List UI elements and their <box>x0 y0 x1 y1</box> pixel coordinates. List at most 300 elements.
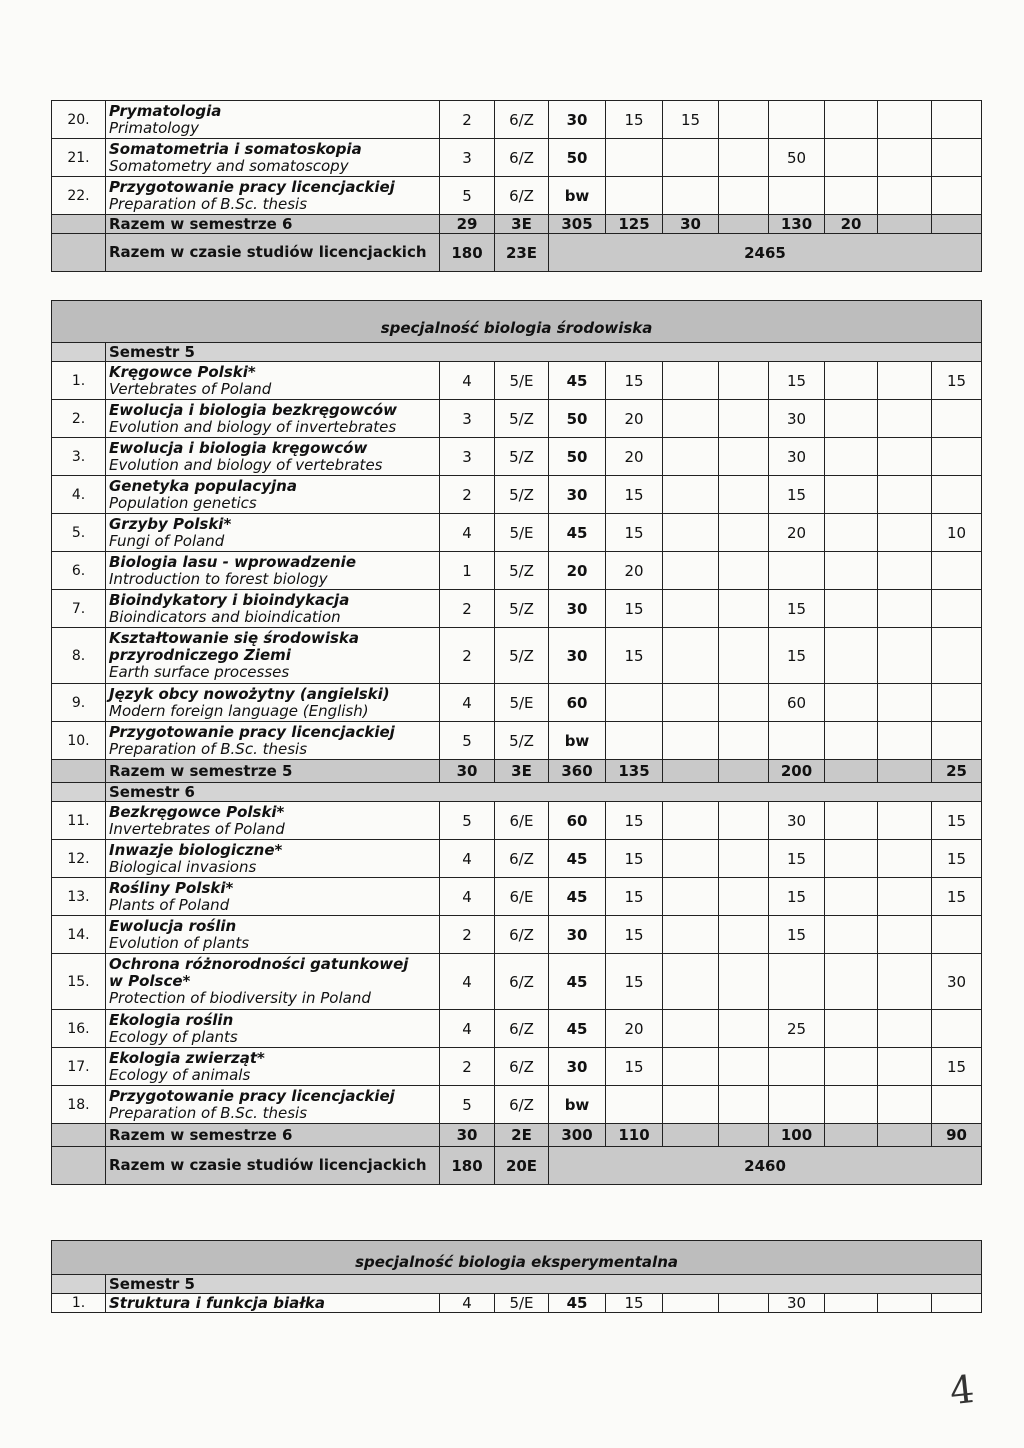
table-row <box>52 954 982 1010</box>
exp-biology-table <box>51 1240 982 1313</box>
course-name-en: Preparation of B.Sc. thesis <box>109 1103 308 1122</box>
course-name-cell <box>106 362 440 400</box>
lecture-sum: 125 <box>606 215 663 234</box>
practical-hours-cell <box>769 954 825 1010</box>
seminar-hours-cell <box>663 802 719 840</box>
course-name-cell <box>106 916 440 954</box>
hours-cell <box>825 1010 878 1048</box>
course-name-pl: Ewolucja i biologia bezkręgowców <box>109 400 397 419</box>
ects-cell: 4 <box>440 362 495 400</box>
practical-hours-cell <box>769 722 825 760</box>
table-row <box>52 476 982 514</box>
hours-cell <box>878 628 932 684</box>
course-name-cell <box>106 878 440 916</box>
field-hours-cell: 10 <box>932 514 982 552</box>
lab-hours-cell <box>719 802 769 840</box>
field-hours-cell: 15 <box>932 878 982 916</box>
course-name-cell <box>106 514 440 552</box>
lab-hours-cell <box>719 514 769 552</box>
lab-hours-cell <box>719 840 769 878</box>
course-name-cell <box>106 840 440 878</box>
table-row <box>52 362 982 400</box>
blank-cell <box>663 760 719 783</box>
row-number: 11. <box>52 802 106 840</box>
practical-hours-cell: 25 <box>769 1010 825 1048</box>
lecture-hours-cell <box>606 139 663 177</box>
course-name-cell <box>106 1294 440 1313</box>
ects-cell: 3 <box>440 438 495 476</box>
row-number: 7. <box>52 590 106 628</box>
hours-sum: 360 <box>549 760 606 783</box>
hours-total-cell: 30 <box>549 476 606 514</box>
semester-exam-cell: 5/Z <box>495 722 549 760</box>
page-number: 4 <box>947 1366 977 1414</box>
hours-total-cell: 50 <box>549 139 606 177</box>
field-hours-cell <box>932 1010 982 1048</box>
field-hours-cell <box>932 177 982 215</box>
ects-cell: 2 <box>440 628 495 684</box>
ects-cell: 2 <box>440 916 495 954</box>
hours-total-cell: 30 <box>549 628 606 684</box>
course-name-en: Preparation of B.Sc. thesis <box>109 194 308 213</box>
hours-cell <box>878 1048 932 1086</box>
seminar-hours-cell <box>663 438 719 476</box>
course-name-pl: Przygotowanie pracy licencjackiej <box>109 177 395 196</box>
semester-exam-cell: 5/E <box>495 1294 549 1313</box>
course-name-en: Ecology of animals <box>109 1065 251 1084</box>
course-name-en: Somatometry and somatoscopy <box>109 156 349 175</box>
blank-cell <box>825 760 878 783</box>
course-name-cell <box>106 476 440 514</box>
seminar-hours-cell: 15 <box>663 101 719 139</box>
total-label: Razem w czasie studiów licencjackich <box>106 1147 440 1185</box>
course-name-en: Earth surface processes <box>109 663 290 681</box>
row-number: 6. <box>52 552 106 590</box>
practical-hours-cell: 30 <box>769 1294 825 1313</box>
lecture-hours-cell: 15 <box>606 878 663 916</box>
course-name-pl: Przygotowanie pracy licencjackiej <box>109 1086 395 1105</box>
blank-cell <box>719 760 769 783</box>
sum-label: Razem w semestrze 5 <box>106 760 440 783</box>
lecture-sum: 135 <box>606 760 663 783</box>
practical-sum: 130 <box>769 215 825 234</box>
row-number: 21. <box>52 139 106 177</box>
table-row <box>52 802 982 840</box>
row-number: 10. <box>52 722 106 760</box>
semester-exam-cell: 6/Z <box>495 1048 549 1086</box>
seminar-hours-cell <box>663 514 719 552</box>
specialization-header-row <box>52 1241 982 1275</box>
lecture-hours-cell <box>606 722 663 760</box>
semester-exam-cell: 5/E <box>495 684 549 722</box>
course-name-en: Population genetics <box>109 493 257 512</box>
field-hours-cell <box>932 1086 982 1124</box>
lecture-hours-cell: 15 <box>606 840 663 878</box>
hours-total-cell: 45 <box>549 878 606 916</box>
field-hours-cell: 15 <box>932 1048 982 1086</box>
sum-label: Razem w semestrze 6 <box>106 1124 440 1147</box>
course-name-cell <box>106 1086 440 1124</box>
hours-total-cell: 45 <box>549 1294 606 1313</box>
hours-cell <box>825 400 878 438</box>
course-name-cell <box>106 722 440 760</box>
course-name-pl: Bioindykatory i bioindykacja <box>109 590 350 609</box>
hours-sum: 300 <box>549 1124 606 1147</box>
table-row <box>52 177 982 215</box>
hours-cell <box>825 552 878 590</box>
lab-hours-cell <box>719 101 769 139</box>
hours-cell <box>825 101 878 139</box>
lab-hours-cell <box>719 552 769 590</box>
lab-hours-cell <box>719 476 769 514</box>
blank-cell <box>52 1275 106 1294</box>
total-label: Razem w czasie studiów licencjackich <box>106 234 440 272</box>
ects-cell: 2 <box>440 476 495 514</box>
semester-exam-cell: 6/Z <box>495 954 549 1010</box>
lab-hours-cell <box>719 590 769 628</box>
lab-hours-cell <box>719 1010 769 1048</box>
course-name-cell <box>106 954 440 1010</box>
course-name-pl: Struktura i funkcja białka <box>109 1293 325 1312</box>
lab-hours-cell <box>719 878 769 916</box>
semester-exam-cell: 5/Z <box>495 476 549 514</box>
lab-hours-cell <box>719 916 769 954</box>
table-row <box>52 722 982 760</box>
hours-cell <box>878 878 932 916</box>
ects-cell: 4 <box>440 1010 495 1048</box>
course-name-pl: Ekologia zwierząt* <box>109 1048 265 1067</box>
course-name-pl: Prymatologia <box>109 101 222 120</box>
seminar-hours-cell <box>663 840 719 878</box>
sum-label: Razem w semestrze 6 <box>106 215 440 234</box>
semester-label: Semestr 6 <box>106 783 982 802</box>
row-number: 13. <box>52 878 106 916</box>
semester-exam-cell: 6/Z <box>495 1086 549 1124</box>
hours-cell <box>825 1086 878 1124</box>
hours-cell <box>825 590 878 628</box>
blank-cell <box>52 1124 106 1147</box>
hours-cell <box>878 139 932 177</box>
ects-cell: 3 <box>440 139 495 177</box>
hours-total-cell: 30 <box>549 1048 606 1086</box>
field-hours-cell <box>932 476 982 514</box>
course-name-pl: Ochrona różnorodności gatunkowej <box>109 955 409 973</box>
semester-header-row <box>52 343 982 362</box>
top-curriculum-table <box>51 100 982 272</box>
hours-cell <box>878 438 932 476</box>
course-name-en: Invertebrates of Poland <box>109 819 285 838</box>
lecture-hours-cell: 15 <box>606 514 663 552</box>
exam-count: 3E <box>495 760 549 783</box>
hours-cell <box>825 878 878 916</box>
hours-cell <box>825 514 878 552</box>
seminar-hours-cell <box>663 1010 719 1048</box>
seminar-sum: 30 <box>663 215 719 234</box>
hours-cell <box>825 684 878 722</box>
course-name-cell <box>106 1048 440 1086</box>
course-name-cell <box>106 139 440 177</box>
course-name-en: Evolution and biology of invertebrates <box>109 417 397 436</box>
row-number: 12. <box>52 840 106 878</box>
hours-cell <box>878 101 932 139</box>
hours-cell <box>878 590 932 628</box>
course-name-pl: Ewolucja roślin <box>109 916 237 935</box>
hours-cell <box>825 177 878 215</box>
semester-exam-cell: 5/Z <box>495 590 549 628</box>
hours-total-cell: 30 <box>549 101 606 139</box>
env-biology-table <box>51 300 982 1185</box>
hours-cell <box>825 916 878 954</box>
lecture-hours-cell: 15 <box>606 1294 663 1313</box>
table-row <box>52 1010 982 1048</box>
course-name-pl: Genetyka populacyjna <box>109 476 297 495</box>
course-name-pl: Ewolucja i biologia kręgowców <box>109 438 368 457</box>
field-hours-cell: 15 <box>932 362 982 400</box>
hours-cell <box>878 177 932 215</box>
lab-hours-cell <box>719 1048 769 1086</box>
field-hours-cell <box>932 1294 982 1313</box>
lecture-hours-cell: 15 <box>606 802 663 840</box>
lecture-hours-cell: 15 <box>606 362 663 400</box>
row-number: 9. <box>52 684 106 722</box>
specialization-title: specjalność biologia eksperymentalna <box>52 1241 982 1275</box>
hours-total-cell: 60 <box>549 684 606 722</box>
hours-cell <box>878 722 932 760</box>
row-number: 14. <box>52 916 106 954</box>
blank-cell <box>878 760 932 783</box>
field-hours-cell <box>932 628 982 684</box>
row-number: 1. <box>52 1294 106 1313</box>
hours-cell <box>878 684 932 722</box>
row-number: 15. <box>52 954 106 1010</box>
hours-total-cell: 45 <box>549 840 606 878</box>
practical-hours-cell <box>769 1048 825 1086</box>
hours-total-cell: 45 <box>549 1010 606 1048</box>
ects-sum: 30 <box>440 760 495 783</box>
lecture-hours-cell: 15 <box>606 101 663 139</box>
practical-hours-cell: 15 <box>769 362 825 400</box>
field-sum: 25 <box>932 760 982 783</box>
course-name-pl: Język obcy nowożytny (angielski) <box>109 684 390 703</box>
hours-cell <box>878 954 932 1010</box>
semester-exam-cell: 5/E <box>495 514 549 552</box>
course-name-pl: Rośliny Polski* <box>109 878 234 897</box>
hours-total-cell: 30 <box>549 590 606 628</box>
hours-cell <box>878 840 932 878</box>
hours-total-cell: 45 <box>549 954 606 1010</box>
semester-sum-row <box>52 760 982 783</box>
course-name-en: Evolution of plants <box>109 933 250 952</box>
seminar-hours-cell <box>663 1086 719 1124</box>
seminar-hours-cell <box>663 722 719 760</box>
field-hours-cell <box>932 684 982 722</box>
lecture-hours-cell: 20 <box>606 400 663 438</box>
practical-hours-cell: 15 <box>769 476 825 514</box>
hours-total-cell: bw <box>549 177 606 215</box>
blank-cell <box>878 215 932 234</box>
semester-exam-cell: 6/E <box>495 878 549 916</box>
hours-cell <box>825 362 878 400</box>
practical-hours-cell: 30 <box>769 438 825 476</box>
lecture-hours-cell: 15 <box>606 476 663 514</box>
row-number: 3. <box>52 438 106 476</box>
semester-exam-cell: 6/E <box>495 802 549 840</box>
row-number: 2. <box>52 400 106 438</box>
table-row <box>52 514 982 552</box>
semester-exam-cell: 5/Z <box>495 438 549 476</box>
lecture-hours-cell: 15 <box>606 916 663 954</box>
course-name-cell <box>106 552 440 590</box>
blank-cell <box>719 215 769 234</box>
table-row <box>52 1048 982 1086</box>
lecture-hours-cell: 20 <box>606 552 663 590</box>
field-hours-cell <box>932 139 982 177</box>
seminar-hours-cell <box>663 1294 719 1313</box>
row-number: 5. <box>52 514 106 552</box>
row-number: 8. <box>52 628 106 684</box>
hours-sum: 305 <box>549 215 606 234</box>
field-hours-cell <box>932 916 982 954</box>
semester-exam-cell: 5/Z <box>495 628 549 684</box>
seminar-hours-cell <box>663 362 719 400</box>
row-number: 22. <box>52 177 106 215</box>
ects-cell: 1 <box>440 552 495 590</box>
lab-hours-cell <box>719 628 769 684</box>
blank-cell <box>52 783 106 802</box>
lecture-hours-cell: 15 <box>606 954 663 1010</box>
ects-cell: 4 <box>440 954 495 1010</box>
field-hours-cell: 15 <box>932 840 982 878</box>
ects-cell: 4 <box>440 878 495 916</box>
course-name-en: Introduction to forest biology <box>109 569 328 588</box>
hours-cell <box>825 1048 878 1086</box>
course-name-pl: Somatometria i somatoskopia <box>109 139 362 158</box>
course-name-pl-cont: przyrodniczego Ziemi <box>109 646 291 664</box>
field-hours-cell <box>932 101 982 139</box>
field-hours-cell <box>932 438 982 476</box>
lab-hours-cell <box>719 684 769 722</box>
practical-hours-cell: 30 <box>769 802 825 840</box>
field-sum: 90 <box>932 1124 982 1147</box>
ects-cell: 5 <box>440 802 495 840</box>
practical-hours-cell: 15 <box>769 840 825 878</box>
table-row <box>52 438 982 476</box>
course-name-cell <box>106 628 440 684</box>
table-row <box>52 878 982 916</box>
practical-hours-cell: 60 <box>769 684 825 722</box>
table-row <box>52 400 982 438</box>
lab-hours-cell <box>719 722 769 760</box>
lab-hours-cell <box>719 177 769 215</box>
row-number: 18. <box>52 1086 106 1124</box>
field-hours-cell: 30 <box>932 954 982 1010</box>
lab-hours-cell <box>719 438 769 476</box>
hours-cell <box>825 438 878 476</box>
practical-sum: 200 <box>769 760 825 783</box>
ects-cell: 4 <box>440 684 495 722</box>
field-hours-cell <box>932 590 982 628</box>
seminar-hours-cell <box>663 1048 719 1086</box>
seminar-hours-cell <box>663 139 719 177</box>
course-name-en: Primatology <box>109 118 199 137</box>
hours-total-cell: 20 <box>549 552 606 590</box>
blank-cell <box>52 760 106 783</box>
lab-hours-cell <box>719 1086 769 1124</box>
lecture-hours-cell: 15 <box>606 590 663 628</box>
hours-cell <box>878 916 932 954</box>
course-name-cell <box>106 590 440 628</box>
course-name-en: Modern foreign language (English) <box>109 701 369 720</box>
blank-cell <box>719 1124 769 1147</box>
hours-cell <box>878 400 932 438</box>
hours-cell <box>878 1010 932 1048</box>
blank-cell <box>52 215 106 234</box>
blank-cell <box>825 1124 878 1147</box>
course-name-en: Preparation of B.Sc. thesis <box>109 739 308 758</box>
specialization-title: specjalność biologia środowiska <box>52 301 982 343</box>
ects-total: 180 <box>440 1147 495 1185</box>
ects-sum: 30 <box>440 1124 495 1147</box>
seminar-hours-cell <box>663 590 719 628</box>
table-row <box>52 1294 982 1313</box>
course-name-en: Plants of Poland <box>109 895 230 914</box>
ects-cell: 3 <box>440 400 495 438</box>
semester-exam-cell: 6/Z <box>495 840 549 878</box>
ects-cell: 4 <box>440 1294 495 1313</box>
course-name-cell <box>106 438 440 476</box>
seminar-hours-cell <box>663 177 719 215</box>
practical-hours-cell: 50 <box>769 139 825 177</box>
hours-cell <box>825 840 878 878</box>
ects-cell: 5 <box>440 177 495 215</box>
seminar-hours-cell <box>663 878 719 916</box>
practical-hours-cell: 15 <box>769 628 825 684</box>
blank-cell <box>52 343 106 362</box>
course-name-pl: Kształtowanie się środowiska <box>109 629 360 647</box>
row-number: 20. <box>52 101 106 139</box>
study-total-row <box>52 234 982 272</box>
hours-cell <box>878 802 932 840</box>
lab-hours-cell <box>719 954 769 1010</box>
practical-hours-cell <box>769 101 825 139</box>
hours-total-cell: 45 <box>549 514 606 552</box>
hours-cell <box>878 476 932 514</box>
course-name-cell <box>106 802 440 840</box>
lecture-sum: 110 <box>606 1124 663 1147</box>
semester-header-row <box>52 783 982 802</box>
hours-total: 2460 <box>549 1147 982 1185</box>
row-number: 4. <box>52 476 106 514</box>
hours-cell <box>878 362 932 400</box>
seminar-hours-cell <box>663 552 719 590</box>
practical-hours-cell: 30 <box>769 400 825 438</box>
course-name-pl-cont: w Polsce* <box>109 972 191 990</box>
course-name-cell <box>106 684 440 722</box>
field-hours-cell <box>932 400 982 438</box>
blank-cell <box>878 1124 932 1147</box>
practical-sum: 100 <box>769 1124 825 1147</box>
blank-cell <box>932 215 982 234</box>
ects-cell: 2 <box>440 1048 495 1086</box>
table-row <box>52 684 982 722</box>
field-hours-cell <box>932 722 982 760</box>
seminar-hours-cell <box>663 400 719 438</box>
lab-hours-cell <box>719 400 769 438</box>
blank-cell <box>663 1124 719 1147</box>
table-row <box>52 840 982 878</box>
practical-hours-cell: 15 <box>769 590 825 628</box>
semester-label: Semestr 5 <box>106 1275 982 1294</box>
